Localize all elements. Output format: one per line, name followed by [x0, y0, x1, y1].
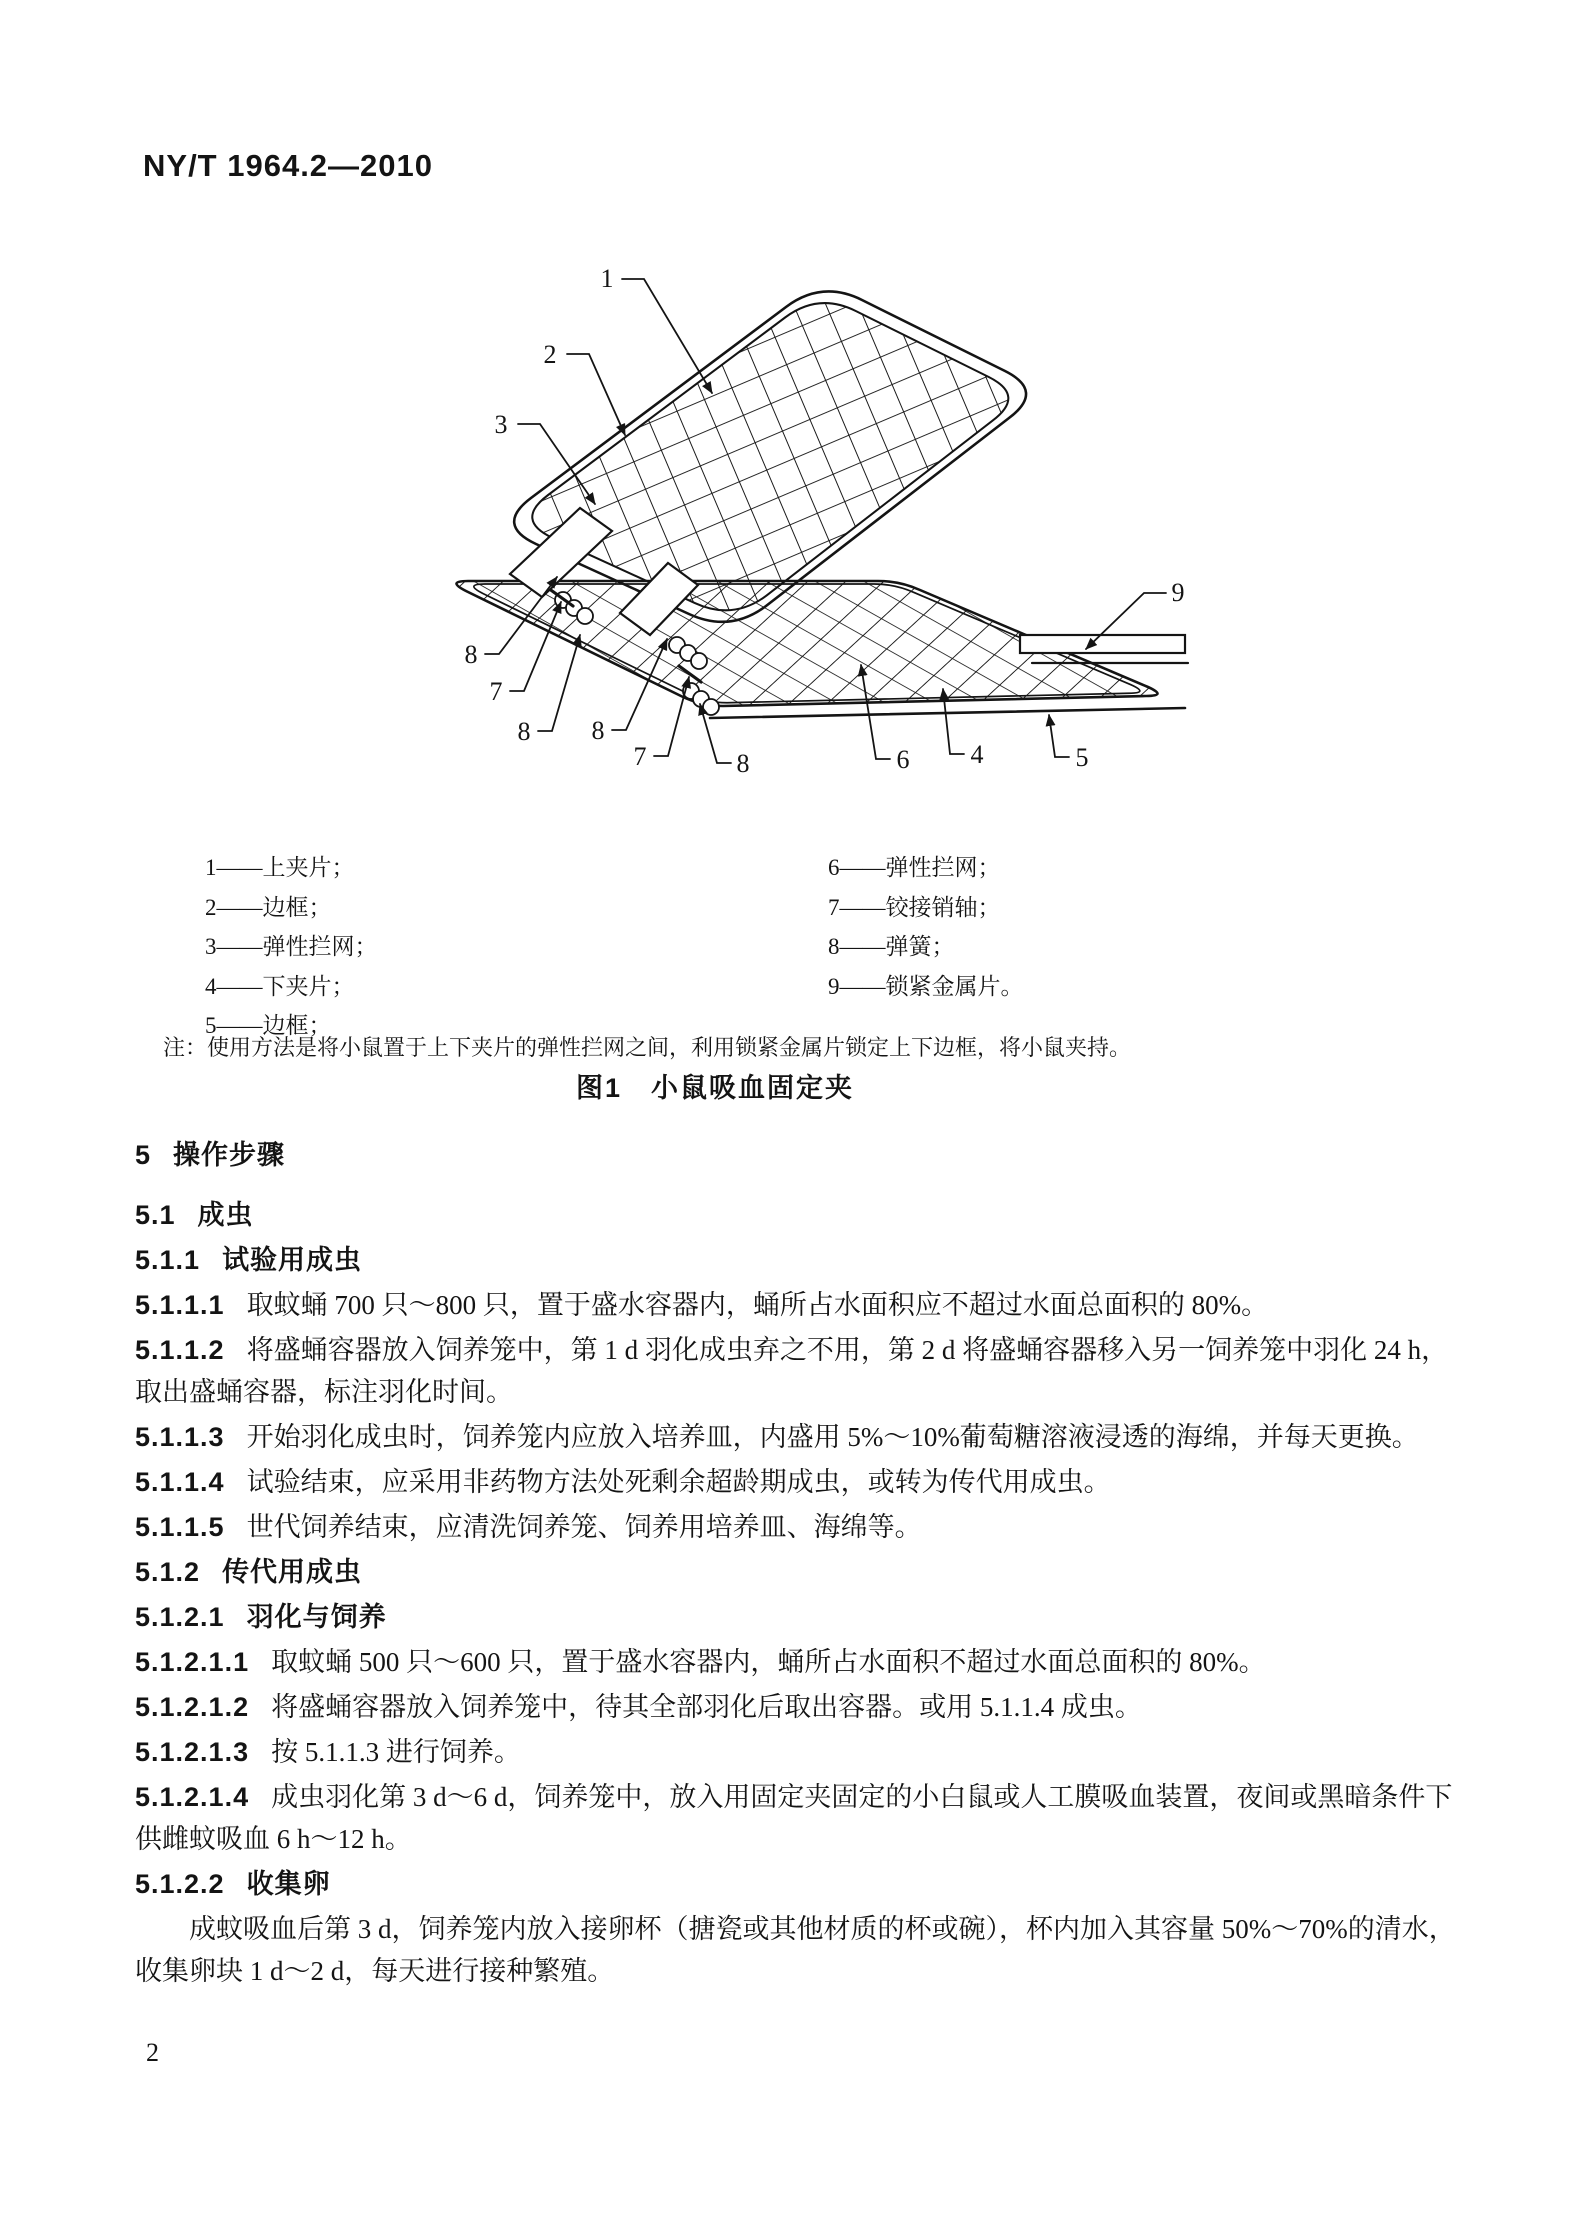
clause-number: 5.1.1.5	[135, 1512, 225, 1542]
section-number: 5.1.2	[135, 1557, 201, 1587]
clause-number: 5.1.2.1.2	[135, 1692, 250, 1722]
clause-number: 5.1.2.1.1	[135, 1647, 250, 1677]
standard-code: NY/T 1964.2—2010	[143, 148, 434, 183]
clause-text: 按 5.1.1.3 进行饲养。	[271, 1737, 521, 1767]
upper-clamp-plate	[514, 291, 1026, 621]
clause-text: 取蚊蛹 500 只～600 只，置于盛水容器内，蛹所占水面积不超过水面总面积的 80%。	[271, 1647, 1266, 1677]
legend-item: 2——边框；	[205, 894, 332, 920]
clause-text: 试验结束，应采用非药物方法处死剩余超龄期成虫，或转为传代用成虫。	[246, 1467, 1111, 1497]
clause	[135, 1641, 1460, 1683]
section-title: 成虫	[197, 1200, 254, 1230]
callout-7a: 7	[489, 677, 503, 706]
callout-8d: 8	[736, 749, 750, 778]
section-title: 操作步骤	[173, 1140, 286, 1170]
clause-number: 5.1.1.4	[135, 1467, 225, 1497]
callout-5: 5	[1075, 743, 1089, 772]
callout-1: 1	[600, 264, 614, 293]
clause-text: 将盛蛹容器放入饲养笼中，待其全部羽化后取出容器。或用 5.1.1.4 成虫。	[271, 1692, 1142, 1722]
section-heading	[135, 1134, 1460, 1176]
clause-number: 5.1.2.1.4	[135, 1782, 250, 1812]
callout-8b: 8	[517, 717, 531, 746]
legend-item: 4——下夹片；	[205, 973, 355, 999]
callout-3: 3	[494, 410, 508, 439]
clause-text: 取蚊蛹 700 只～800 只，置于盛水容器内，蛹所占水面积应不超过水面总面积的 80%。	[246, 1290, 1269, 1320]
paragraph-text: 成蚊吸血后第 3 d，饲养笼内放入接卵杯（搪瓷或其他材质的杯或碗），杯内加入其容量 50%～70%的清水，收集卵块 1 d～2 d，每天进行接种繁殖。	[135, 1914, 1456, 1986]
clause-text: 开始羽化成虫时，饲养笼内应放入培养皿，内盛用 5%～10%葡萄糖溶液浸透的海绵，并每天更换。	[246, 1422, 1419, 1452]
callout-4: 4	[970, 740, 984, 769]
section-heading	[135, 1863, 1460, 1905]
legend-item: 1——上夹片；	[205, 855, 355, 880]
clause	[135, 1731, 1460, 1773]
callout-8c: 8	[591, 716, 605, 745]
section-number: 5	[135, 1140, 152, 1170]
section-heading	[135, 1239, 1460, 1281]
figure-diagram	[280, 225, 1200, 825]
clause	[135, 1329, 1460, 1413]
figure-note: 注：使用方法是将小鼠置于上下夹片的弹性拦网之间，利用锁紧金属片锁定上下边框，将小鼠夹持。	[163, 1035, 1132, 1060]
figure-caption: 图1 小鼠吸血固定夹	[575, 1073, 855, 1103]
figure-legend-right	[828, 848, 1024, 1006]
body-text	[135, 1134, 1460, 1995]
clause-text: 世代饲养结束，应清洗饲养笼、饲养用培养皿、海绵等。	[246, 1512, 922, 1542]
section-number: 5.1.2.2	[135, 1869, 225, 1899]
clause-number: 5.1.2.1.3	[135, 1737, 250, 1767]
paragraph	[135, 1908, 1460, 1992]
callout-6: 6	[896, 745, 910, 774]
clause	[135, 1416, 1460, 1458]
legend-item: 3——弹性拦网；	[205, 934, 378, 959]
clause-text: 成虫羽化第 3 d～6 d，饲养笼中，放入用固定夹固定的小白鼠或人工膜吸血装置，夜间或黑暗条件下供雌蚊吸血 6 h～12 h。	[135, 1782, 1453, 1854]
legend-item: 6——弹性拦网；	[828, 855, 1001, 880]
section-heading	[135, 1194, 1460, 1236]
section-number: 5.1.1	[135, 1245, 201, 1275]
page-number: 2	[146, 2038, 159, 2067]
section-title: 收集卵	[246, 1869, 331, 1899]
clause	[135, 1686, 1460, 1728]
callout-8a: 8	[464, 640, 478, 669]
clause-number: 5.1.1.1	[135, 1290, 225, 1320]
callout-9: 9	[1171, 578, 1185, 607]
section-title: 传代用成虫	[222, 1557, 363, 1587]
legend-item: 8——弹簧；	[828, 934, 955, 959]
section-heading	[135, 1596, 1460, 1638]
clause	[135, 1284, 1460, 1326]
section-heading	[135, 1551, 1460, 1593]
figure-legend-left	[205, 848, 378, 1046]
section-title: 试验用成虫	[222, 1245, 363, 1275]
legend-item: 5——边框；	[205, 1013, 332, 1038]
legend-item: 7——铰接销轴；	[828, 894, 1001, 920]
legend-item: 9——锁紧金属片。	[828, 973, 1024, 999]
clause-text: 将盛蛹容器放入饲养笼中，第 1 d 羽化成虫弃之不用，第 2 d 将盛蛹容器移入另一饲养笼中羽化 24 h，取出盛蛹容器，标注羽化时间。	[135, 1335, 1449, 1407]
section-number: 5.1	[135, 1200, 176, 1230]
clause-number: 5.1.1.2	[135, 1335, 225, 1365]
section-title: 羽化与饲养	[246, 1602, 387, 1632]
clause	[135, 1506, 1460, 1548]
clause-number: 5.1.1.3	[135, 1422, 225, 1452]
clause	[135, 1776, 1460, 1860]
section-number: 5.1.2.1	[135, 1602, 225, 1632]
clause	[135, 1461, 1460, 1503]
callout-2: 2	[543, 340, 557, 369]
callout-7b: 7	[633, 742, 647, 771]
